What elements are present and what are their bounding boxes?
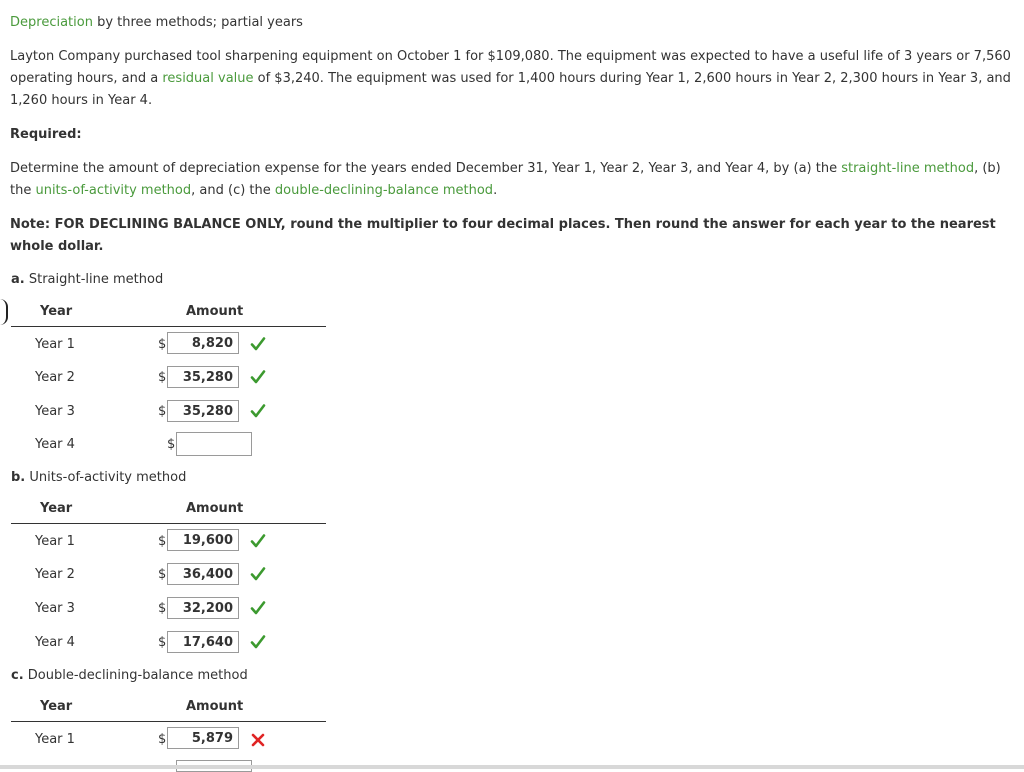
section-c-row1-year: Year 1 — [35, 732, 75, 747]
section-a-heading: a. Straight-line method — [11, 272, 164, 287]
check-icon — [250, 533, 266, 549]
section-a-header-rule — [11, 326, 326, 327]
section-b-header-rule — [11, 523, 326, 524]
check-icon — [250, 369, 266, 385]
check-icon — [250, 403, 266, 419]
section-c-header-rule — [11, 721, 326, 722]
section-b-year2-input[interactable] — [167, 563, 239, 585]
section-c-year1-input[interactable] — [167, 727, 239, 749]
currency-symbol: $ — [158, 732, 167, 747]
section-a-year3-input[interactable] — [167, 400, 239, 422]
currency-symbol: $ — [158, 534, 167, 549]
section-a-year4-input[interactable] — [176, 432, 252, 456]
section-a-amount-header: Amount — [186, 304, 244, 319]
section-a-year2-input[interactable] — [167, 366, 239, 388]
section-b-heading: b. Units-of-activity method — [11, 470, 187, 485]
check-icon — [250, 600, 266, 616]
section-b-year1-input[interactable] — [167, 529, 239, 551]
currency-symbol: $ — [158, 337, 167, 352]
horizontal-scrollbar[interactable] — [0, 765, 1024, 769]
x-icon — [250, 732, 266, 748]
section-b-year-header: Year — [40, 501, 73, 516]
section-b-row2-year: Year 2 — [35, 567, 75, 582]
problem-text: Layton Company purchased tool sharpening equipment on October 1 for $109,080. The equipment was expected to have a useful life of 3 years or 7,560 operating hours, and a residual value of $3,240. The equipment was used for 1,400 hours during Year 1, 2,600 hours in Year 2, 2,300 hours in Year 3, and 1,260 hours in Year 4. — [10, 49, 1011, 108]
question-title — [10, 12, 303, 34]
section-a-row3-year: Year 3 — [35, 404, 75, 419]
section-b-row3-year: Year 3 — [35, 601, 75, 616]
currency-symbol: $ — [158, 601, 167, 616]
section-b-row1-year: Year 1 — [35, 534, 75, 549]
instructions-text: Determine the amount of depreciation expense for the years ended December 31, Year 1, Year 2, Year 3, and Year 4, by (a) the straight-line method, (b) the units-of-activity method, and (c) the double-declining-balance method. — [10, 161, 1001, 198]
currency-symbol: $ — [158, 567, 167, 582]
check-icon — [250, 634, 266, 650]
currency-symbol: $ — [158, 370, 167, 385]
question-title-text: by three methods; partial years — [92, 15, 303, 30]
section-b-amount-header: Amount — [186, 501, 244, 516]
residual-value-link[interactable]: residual value — [162, 71, 254, 86]
units-of-activity-link[interactable]: units-of-activity method — [35, 183, 192, 198]
currency-symbol: $ — [167, 437, 176, 452]
currency-symbol: $ — [158, 404, 167, 419]
straight-line-link[interactable]: straight-line method — [841, 161, 975, 176]
currency-symbol: $ — [158, 635, 167, 650]
check-icon — [250, 336, 266, 352]
section-a-year-header: Year — [40, 304, 73, 319]
check-icon — [250, 566, 266, 582]
section-b-row4-year: Year 4 — [35, 635, 75, 650]
section-a-row4-year: Year 4 — [35, 437, 75, 452]
section-c-heading: c. Double-declining-balance method — [11, 668, 248, 683]
section-a-row1-year: Year 1 — [35, 337, 75, 352]
depreciation-link[interactable]: Depreciation — [10, 15, 93, 30]
scroll-marker — [0, 299, 8, 325]
rounding-note: Note: FOR DECLINING BALANCE ONLY, round the multiplier to four decimal places. Then round the answer for each year to the nearest whole dollar. — [10, 217, 996, 254]
section-b-year3-input[interactable] — [167, 597, 239, 619]
section-a-row2-year: Year 2 — [35, 370, 75, 385]
section-c-year-header: Year — [40, 699, 73, 714]
double-declining-link[interactable]: double-declining-balance method — [274, 183, 494, 198]
section-a-year1-input[interactable] — [167, 332, 239, 354]
required-label: Required: — [10, 127, 82, 142]
section-b-year4-input[interactable] — [167, 631, 239, 653]
section-c-amount-header: Amount — [186, 699, 244, 714]
